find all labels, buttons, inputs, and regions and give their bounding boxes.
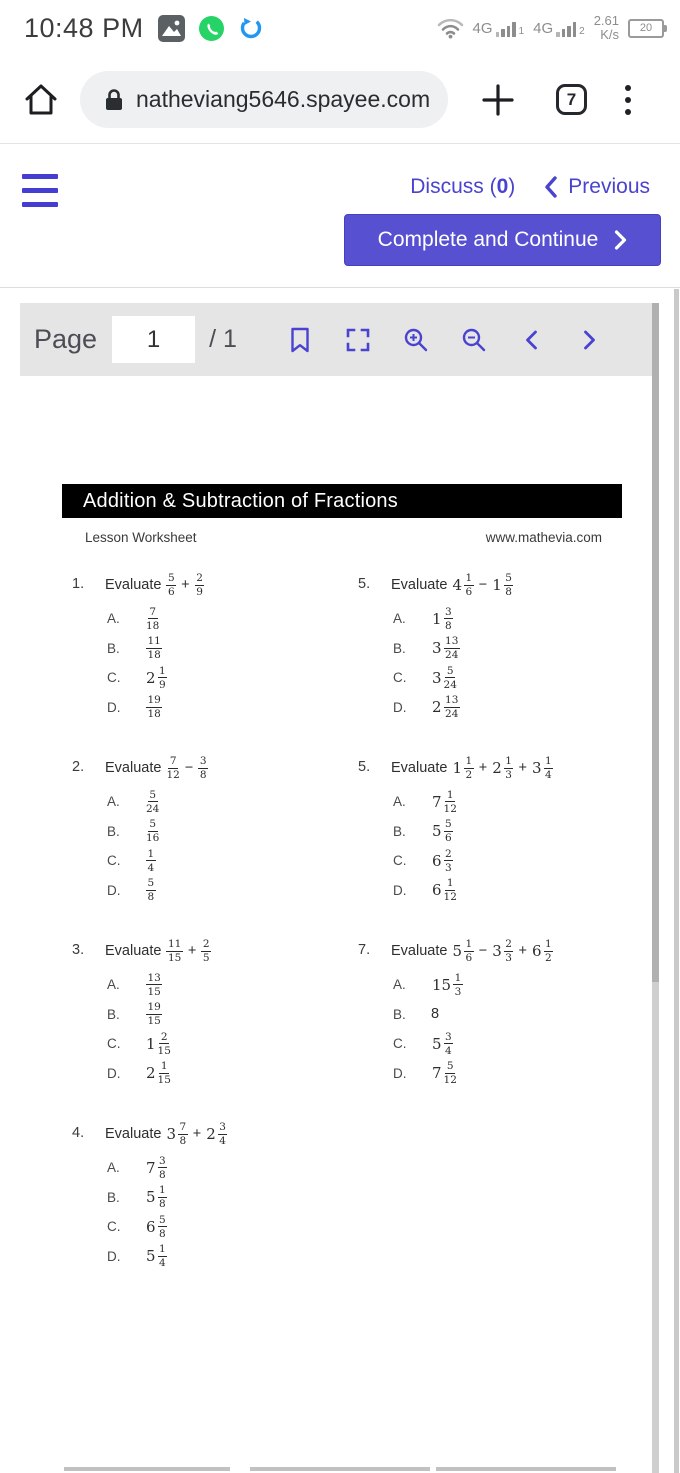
- question-options: [105, 970, 358, 1088]
- answer-option: [105, 1183, 358, 1213]
- lesson-header: [0, 145, 680, 288]
- questions-right-column: [358, 572, 652, 1304]
- option-letter: A.: [107, 794, 120, 810]
- answer-option: [391, 787, 652, 817]
- pdf-viewer: [20, 303, 659, 1473]
- option-letter: B.: [393, 823, 406, 839]
- answer-option: [105, 1029, 358, 1059]
- new-tab-button[interactable]: [480, 82, 516, 118]
- answer-option: [105, 1242, 358, 1272]
- option-letter: B.: [393, 640, 406, 656]
- option-value: 3 $\frac{5}{24}$: [432, 664, 457, 691]
- chevron-left-icon: [543, 176, 558, 198]
- pdf-toolbar: [20, 303, 659, 376]
- option-value: 5 $\frac{5}{6}$: [432, 818, 452, 845]
- option-letter: C.: [107, 1219, 121, 1235]
- menu-hamburger-button[interactable]: [22, 174, 58, 207]
- url-text: natheviang5646.spayee.com: [136, 86, 430, 112]
- option-value: 1 $\frac{2}{15}$: [146, 1030, 171, 1057]
- battery-icon: 20: [628, 19, 664, 38]
- question-prompt: Evaluate $\frac{7}{12}$ − $\frac{3}{8}$: [105, 754, 207, 781]
- option-value: 5 $\frac{1}{8}$: [146, 1184, 166, 1211]
- questions-left-column: [72, 572, 358, 1304]
- question-options: [105, 787, 358, 905]
- option-letter: A.: [107, 611, 120, 627]
- clock-time: 10:48 PM: [24, 12, 144, 43]
- tab-count: 7: [566, 89, 577, 109]
- network-speed: 2.61 K/s: [593, 12, 619, 42]
- question-block: [72, 1121, 358, 1271]
- answer-option: [105, 693, 358, 723]
- option-letter: C.: [393, 853, 407, 869]
- pdf-scrollbar-thumb[interactable]: [652, 303, 659, 982]
- option-letter: A.: [393, 794, 406, 810]
- option-value: 1 $\frac{3}{8}$: [432, 605, 452, 632]
- page-bottom-bar: [64, 1467, 230, 1471]
- option-letter: D.: [107, 1248, 121, 1264]
- answer-option: [105, 970, 358, 1000]
- answer-option: [391, 817, 652, 847]
- answer-option: [391, 846, 652, 876]
- option-letter: B.: [107, 1189, 120, 1205]
- option-letter: A.: [393, 611, 406, 627]
- option-value: $\frac{11}{18}$: [147, 635, 161, 662]
- option-value: 2 $\frac{13}{24}$: [432, 694, 459, 721]
- status-bar: [0, 0, 680, 56]
- answer-option: [105, 604, 358, 634]
- whatsapp-notification-icon: [199, 16, 224, 41]
- option-value: 6 $\frac{5}{8}$: [146, 1213, 166, 1240]
- option-value: $\frac{19}{15}$: [147, 1001, 161, 1028]
- question-block: [72, 755, 358, 905]
- question-prompt: Evaluate 1 $\frac{1}{2}$ + 2 $\frac{1}{3}$ + 3 $\frac{1}{4}$: [391, 754, 552, 781]
- option-value: $\frac{7}{18}$: [146, 605, 160, 632]
- question-block: [72, 572, 358, 722]
- answer-option: [105, 1212, 358, 1242]
- option-letter: A.: [107, 1160, 120, 1176]
- question-block: [72, 938, 358, 1088]
- answer-option: [391, 634, 652, 664]
- option-letter: D.: [107, 699, 121, 715]
- option-value: 5 $\frac{1}{4}$: [146, 1243, 166, 1270]
- option-letter: C.: [107, 670, 121, 686]
- option-value: 8: [431, 1006, 440, 1023]
- fullscreen-button[interactable]: [343, 325, 373, 355]
- answer-option: [105, 876, 358, 906]
- option-value: 6 $\frac{2}{3}$: [432, 847, 452, 874]
- previous-page-button[interactable]: [517, 325, 547, 355]
- page-bottom-bars: [0, 1467, 680, 1473]
- question-number: 3.: [72, 942, 85, 958]
- option-letter: B.: [393, 1006, 406, 1022]
- question-options: [391, 970, 652, 1088]
- signal-bars-icon: [496, 21, 516, 37]
- question-number: 1.: [72, 576, 85, 592]
- option-value: $\frac{5}{16}$: [146, 818, 160, 845]
- home-button[interactable]: [22, 81, 60, 119]
- question-options: [391, 787, 652, 905]
- wifi-icon: [437, 18, 464, 39]
- option-value: 7 $\frac{5}{12}$: [432, 1060, 457, 1087]
- page-bottom-bar: [250, 1467, 430, 1471]
- question-number: 2.: [72, 759, 85, 775]
- option-value: $\frac{19}{18}$: [147, 694, 161, 721]
- answer-option: [391, 663, 652, 693]
- answer-option: [391, 970, 652, 1000]
- option-letter: D.: [393, 699, 407, 715]
- question-block: [358, 938, 652, 1088]
- answer-option: [105, 1000, 358, 1030]
- question-block: [358, 755, 652, 905]
- option-letter: B.: [107, 1006, 120, 1022]
- question-prompt: Evaluate 5 $\frac{1}{6}$ − 3 $\frac{2}{3}$ + 6 $\frac{1}{2}$: [391, 937, 552, 964]
- gallery-notification-icon: [158, 15, 185, 42]
- question-prompt: Evaluate $\frac{11}{15}$ + $\frac{2}{5}$: [105, 937, 210, 964]
- option-letter: C.: [107, 1036, 121, 1052]
- option-letter: C.: [393, 670, 407, 686]
- option-letter: D.: [393, 1065, 407, 1081]
- answer-option: [105, 846, 358, 876]
- option-value: 3 $\frac{13}{24}$: [432, 635, 459, 662]
- page-label: Page: [34, 324, 98, 354]
- question-prompt: Evaluate 3 $\frac{7}{8}$ + 2 $\frac{3}{4}$: [105, 1120, 226, 1147]
- question-options: [105, 604, 358, 722]
- option-value: $\frac{13}{15}$: [147, 971, 161, 998]
- answer-option: [391, 1000, 652, 1030]
- question-number: 4.: [72, 1125, 85, 1141]
- question-number: 5.: [358, 576, 371, 592]
- answer-option: [105, 1153, 358, 1183]
- window-scrollbar[interactable]: [674, 289, 679, 1473]
- complete-and-continue-button[interactable]: Complete and Continue: [344, 214, 661, 266]
- option-value: $\frac{5}{24}$: [146, 788, 160, 815]
- question-number: 7.: [358, 942, 371, 958]
- option-letter: D.: [107, 882, 121, 898]
- sim2-signal: 4G 2: [533, 19, 585, 37]
- url-bar[interactable]: [80, 71, 448, 128]
- option-letter: A.: [393, 977, 406, 993]
- lock-icon: [104, 88, 124, 112]
- page-bottom-bar: [436, 1467, 616, 1471]
- page-total: / 1: [209, 325, 237, 353]
- option-value: $\frac{1}{4}$: [147, 847, 155, 874]
- option-letter: D.: [107, 1065, 121, 1081]
- option-letter: A.: [107, 977, 120, 993]
- option-letter: B.: [107, 640, 120, 656]
- answer-option: [105, 634, 358, 664]
- option-value: 6 $\frac{1}{12}$: [432, 877, 457, 904]
- option-letter: B.: [107, 823, 120, 839]
- question-options: [391, 604, 652, 722]
- previous-link[interactable]: Previous: [543, 175, 650, 199]
- option-value: 7 $\frac{3}{8}$: [146, 1154, 166, 1181]
- option-letter: D.: [393, 882, 407, 898]
- option-value: $\frac{5}{8}$: [147, 877, 155, 904]
- option-value: 7 $\frac{1}{12}$: [432, 788, 457, 815]
- discuss-link[interactable]: Discuss (0): [410, 175, 516, 198]
- worksheet-website: www.mathevia.com: [485, 530, 602, 545]
- worksheet-subtitle: Lesson Worksheet: [85, 530, 197, 545]
- sim1-signal: 4G 1: [472, 19, 525, 37]
- zoom-out-button[interactable]: [459, 325, 489, 355]
- question-options: [105, 1153, 358, 1271]
- tab-switcher-button[interactable]: [556, 84, 587, 115]
- answer-option: [105, 1059, 358, 1089]
- browser-menu-button[interactable]: [625, 85, 631, 115]
- answer-option: [105, 787, 358, 817]
- questions-grid: [72, 572, 652, 1304]
- question-prompt: Evaluate 4 $\frac{1}{6}$ − 1 $\frac{5}{8}$: [391, 571, 512, 598]
- browser-toolbar: [0, 56, 680, 144]
- pdf-scrollbar[interactable]: [652, 303, 659, 1473]
- question-number: 5.: [358, 759, 371, 775]
- answer-option: [105, 817, 358, 847]
- answer-option: [105, 663, 358, 693]
- option-value: 2 $\frac{1}{9}$: [146, 664, 166, 691]
- option-value: 15 $\frac{1}{3}$: [432, 971, 462, 998]
- sync-notification-icon: [238, 15, 264, 41]
- next-page-button[interactable]: [575, 325, 605, 355]
- answer-option: [391, 604, 652, 634]
- answer-option: [391, 1059, 652, 1089]
- page-number-input[interactable]: [112, 316, 195, 363]
- zoom-in-button[interactable]: [401, 325, 431, 355]
- bookmark-button[interactable]: [285, 325, 315, 355]
- signal-bars-icon: [556, 21, 576, 37]
- chevron-right-icon: [614, 230, 627, 250]
- answer-option: [391, 876, 652, 906]
- option-value: 5 $\frac{3}{4}$: [432, 1030, 452, 1057]
- worksheet-title: Addition & Subtraction of Fractions: [62, 484, 622, 518]
- answer-option: [391, 1029, 652, 1059]
- option-value: 2 $\frac{1}{15}$: [146, 1060, 171, 1087]
- option-letter: C.: [107, 853, 121, 869]
- pdf-page: [20, 376, 652, 1473]
- answer-option: [391, 693, 652, 723]
- option-letter: C.: [393, 1036, 407, 1052]
- question-prompt: Evaluate $\frac{5}{6}$ + $\frac{2}{9}$: [105, 571, 203, 598]
- question-block: [358, 572, 652, 722]
